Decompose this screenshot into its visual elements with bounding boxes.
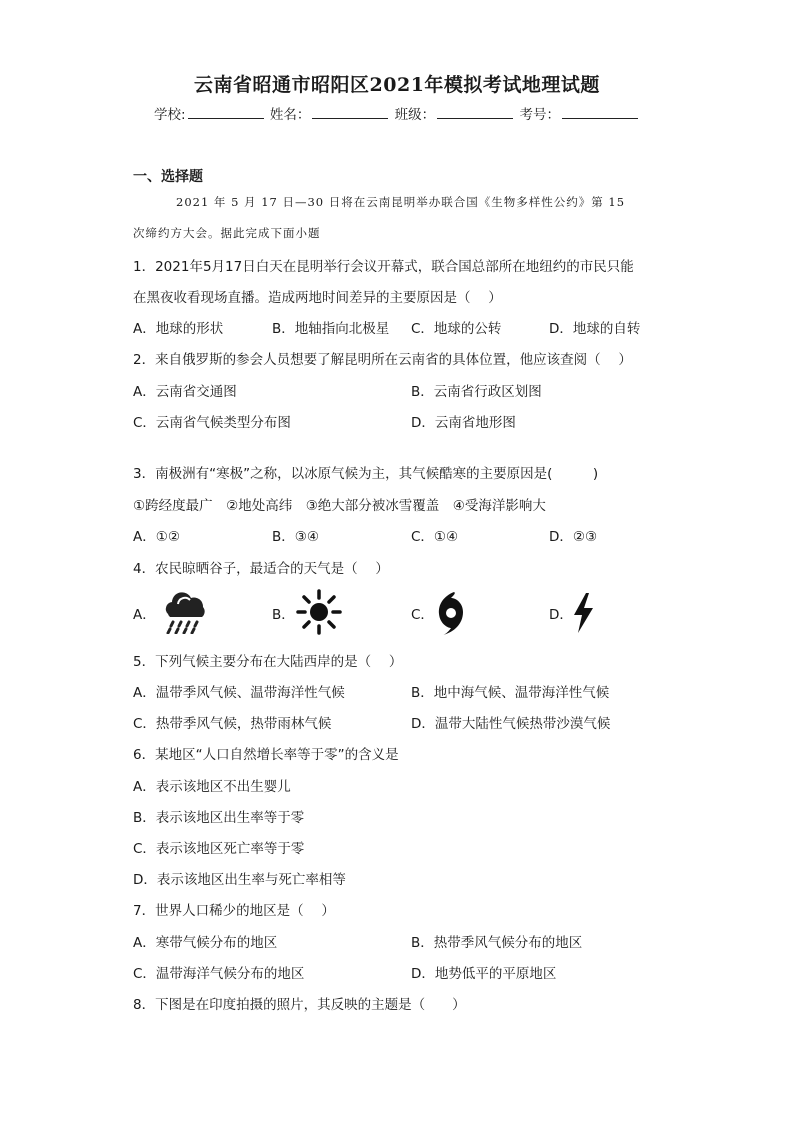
lightning-icon [570, 592, 596, 634]
intro-line-1: 2021 年 5 月 17 日—30 日将在云南昆明举办联合国《生物多样性公约》第 15 [176, 195, 626, 209]
q4-option-d: D． [549, 607, 573, 623]
q1-option-c: C．地球的公转 [411, 321, 502, 337]
question-3-line-2: ①跨经度最广 ②地处高纬 ③绝大部分被冰雪覆盖 ④受海洋影响大 [133, 498, 546, 514]
q2-option-a: A．云南省交通图 [133, 384, 237, 400]
q3-option-d: D．②③ [549, 529, 598, 545]
school-label: 学校: [154, 107, 186, 123]
question-3-line-1: 3．南极洲有“寒极”之称，以冰原气候为主，其气候酷寒的主要原因是( ) [133, 466, 599, 482]
q2-option-c: C．云南省气候类型分布图 [133, 415, 291, 431]
number-label: 考号： [519, 107, 560, 123]
section-title: 一、选择题 [133, 169, 203, 185]
q5-option-c: C．热带季风气候，热带雨林气候 [133, 716, 332, 732]
name-blank [312, 105, 388, 119]
q1-option-b: B．地轴指向北极星 [272, 321, 390, 337]
student-info [0, 103, 794, 123]
q2-option-d: D．云南省地形图 [411, 415, 516, 431]
question-4-line-1: 4．农民晾晒谷子，最适合的天气是（ ） [133, 561, 389, 577]
rain-cloud-icon [160, 590, 210, 634]
typhoon-icon [434, 590, 468, 636]
sun-icon [295, 588, 343, 636]
question-8-line-1: 8．下图是在印度拍摄的照片，其反映的主题是（ ） [133, 997, 466, 1013]
page-title: 云南省昭通市昭阳区2021年模拟考试地理试题 [194, 74, 600, 96]
q2-option-b: B．云南省行政区划图 [411, 384, 542, 400]
question-6-line-1: 6．某地区“人口自然增长率等于零”的含义是 [133, 747, 399, 763]
q6-option-c: C．表示该地区死亡率等于零 [133, 841, 305, 857]
question-5-line-1: 5．下列气候主要分布在大陆西岸的是（ ） [133, 654, 403, 670]
q1-option-d: D．地球的自转 [549, 321, 641, 337]
q5-option-d: D．温带大陆性气候热带沙漠气候 [411, 716, 611, 732]
question-2-line-1: 2．来自俄罗斯的参会人员想要了解昆明所在云南省的具体位置，他应该查阅（ ） [133, 352, 632, 368]
q5-option-b: B．地中海气候、温带海洋性气候 [411, 685, 610, 701]
q7-option-b: B．热带季风气候分布的地区 [411, 935, 583, 951]
class-blank [437, 105, 513, 119]
number-blank [562, 105, 638, 119]
q4-option-a: A． [133, 607, 156, 623]
q7-option-c: C．温带海洋气候分布的地区 [133, 966, 305, 982]
intro-line-2: 次缔约方大会。据此完成下面小题 [133, 226, 321, 240]
q5-option-a: A．温带季风气候、温带海洋性气候 [133, 685, 345, 701]
q3-option-c: C．①④ [411, 529, 459, 545]
question-1-line-1: 1．2021年5月17日白天在昆明举行会议开幕式，联合国总部所在地纽约的市民只能 [133, 259, 634, 275]
question-1-line-2: 在黑夜收看现场直播。造成两地时间差异的主要原因是（ ） [133, 290, 502, 306]
q6-option-a: A．表示该地区不出生婴儿 [133, 779, 291, 795]
school-blank [188, 105, 264, 119]
q1-option-a: A．地球的形状 [133, 321, 224, 337]
q3-option-b: B．③④ [272, 529, 319, 545]
q6-option-b: B．表示该地区出生率等于零 [133, 810, 305, 826]
q7-option-d: D．地势低平的平原地区 [411, 966, 557, 982]
question-7-line-1: 7．世界人口稀少的地区是（ ） [133, 903, 335, 919]
q7-option-a: A．寒带气候分布的地区 [133, 935, 278, 951]
q3-option-a: A．①② [133, 529, 180, 545]
class-label: 班级： [394, 107, 436, 123]
name-label: 姓名： [269, 107, 311, 123]
q4-option-c: C． [411, 607, 434, 623]
q4-option-b: B． [272, 607, 295, 623]
q6-option-d: D．表示该地区出生率与死亡率相等 [133, 872, 346, 888]
